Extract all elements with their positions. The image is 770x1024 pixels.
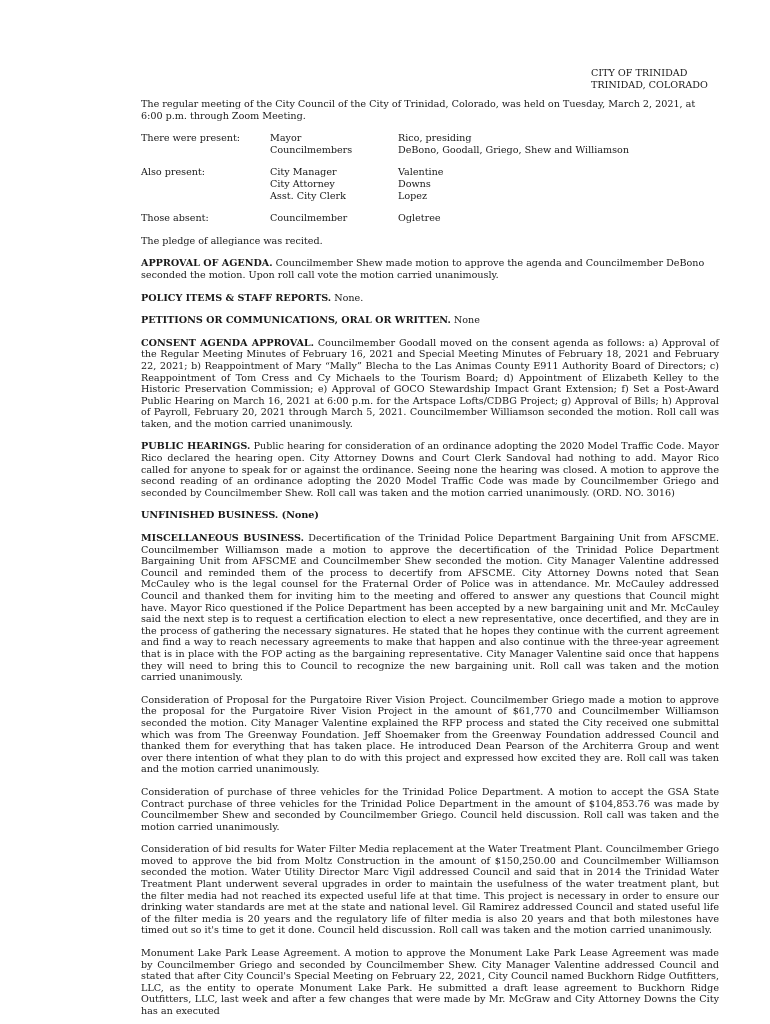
minutes-body (141, 99, 719, 1024)
attendance-role: Mayor (270, 133, 302, 145)
attendance-names: Valentine (398, 167, 444, 179)
attendance-row (141, 213, 719, 225)
section-approval-of-agenda (141, 258, 719, 281)
section-heading: APPROVAL OF AGENDA. (141, 258, 273, 270)
section-text: Decertification of the Trinidad Police Department Bargaining Unit from AFSCME. Councilmember Williamson made a motion to approve the decertification of the Trinidad Police Department Bargaining Unit from AFSCME and Councilmember Shew seconded the motion. City Manager Valentine addressed Council and reminded them of the process to decertify from AFSCME. City Attorney Downs noted that Sean McCauley who is the legal counsel for the Fraternal Order of Police was in attendance. Mr. McCauley addressed Council and thanked them for inviting him to the meeting and offered to answer any questions that Council might have. Mayor Rico questioned if the Police Department has been accepted by a new bargaining unit and Mr. McCauley said the next step is to request a certification election to elect a new representative, once decertified, and they are in the process of gathering the necessary signatures. He stated that he hopes they continue with the current agreement and find a way to reach necessary agreements to make that happen and also continue with the three-year agreement that is in place with the FOP acting as the bargaining representative. City Manager Valentine said once that happens they will need to bring this to Council to recognize the new bargaining unit. Roll call was taken and the motion carried unanimously. (141, 533, 720, 684)
attendance-names: Rico, presiding (398, 133, 472, 145)
section-miscellaneous-business (141, 533, 719, 684)
attendance-names: DeBono, Goodall, Griego, Shew and Williamson (398, 144, 630, 156)
attendance-role: Asst. City Clerk (270, 190, 346, 202)
attendance-present (141, 133, 719, 156)
attendance-row (141, 191, 719, 203)
intro-paragraph: The regular meeting of the City Council of the City of Trinidad, Colorado, was held on Tuesday, March 2, 2021, at 6:00 p.m. through Zoom Meeting. (141, 99, 696, 122)
paragraph-police-vehicles: Consideration of purchase of three vehicles for the Trinidad Police Department. A motion to accept the GSA State Contract purchase of three vehicles for the Trinidad Police Department in the amount of $104,853.76 was made by Councilmember Shew and seconded by Councilmember Griego. Council held discussion. Roll call was taken and the motion carried unanimously. (141, 786, 719, 833)
paragraph-water-filter-media: Consideration of bid results for Water Filter Media replacement at the Water Treatment Plant. Councilmember Griego moved to approve the bid from Moltz Construction in the amount of $150,250.00 and Councilmember Williamson seconded the motion. Water Utility Director Marc Vigil addressed Council and said that in 2014 the Trinidad Water Treatment Plant underwent several upgrades in order to maintain the usefulness of the water treatment plant, but the filter media had not reached its expected useful life at that time. This project is necessary in order to ensure our drinking water standards are met at the state and national level. Gil Ramirez addressed Council and stated useful life of the filter media is 20 years and the regulatory life of filter media is also 20 years and that both milestones have timed out so it's time to get it done. Council held discussion. Roll call was taken and the motion carried unanimously. (141, 844, 719, 937)
attendance-role: Councilmembers (270, 144, 353, 156)
attendance-names: Ogletree (398, 213, 441, 225)
section-heading: CONSENT AGENDA APPROVAL. (141, 337, 314, 349)
section-heading: UNFINISHED BUSINESS. (None) (141, 510, 319, 522)
section-heading: PETITIONS OR COMMUNICATIONS, ORAL OR WRITTEN. (141, 315, 451, 327)
attendance-row (141, 145, 719, 157)
attendance-row (141, 167, 719, 179)
attendance-names: Downs (398, 178, 431, 190)
header-city: CITY OF TRINIDAD (591, 68, 688, 79)
section-petitions (141, 315, 719, 327)
attendance-role: City Attorney (270, 178, 335, 190)
section-policy-items (141, 293, 719, 305)
paragraph-purgatoire-river: Consideration of Proposal for the Purgatoire River Vision Project. Councilmember Griego made a motion to approve the proposal for the Purgatoire River Vision Project in the amount of $61,770 and Councilmember Williamson seconded the motion. City Manager Valentine explained the RFP process and stated the City received one submittal which was from The Greenway Foundation. Jeff Shoemaker from the Greenway Foundation addressed Council and thanked them for everything that has taken place. He introduced Dean Pearson of the Architerra Group and went over there intention of what they plan to do with this project and expressed how excited they are. Roll call was taken and the motion carried unanimously. (141, 694, 719, 776)
section-heading: MISCELLANEOUS BUSINESS. (141, 533, 304, 545)
attendance-also (141, 167, 719, 202)
attendance-label: There were present: (141, 133, 241, 145)
section-text: None. (331, 292, 364, 304)
section-consent-agenda (141, 338, 719, 431)
attendance-role: City Manager (270, 167, 337, 179)
section-text: None (450, 315, 480, 327)
paragraph-monument-lake-lease: Monument Lake Park Lease Agreement. A motion to approve the Monument Lake Park Lease Agreement was made by Councilmember Griego and seconded by Councilmember Shew. City Manager Valentine addressed Council and stated that after City Council's Special Meeting on February 22, 2021, City Council named Buckhorn Ridge Outfitters, LLC, as the entity to operate Monument Lake Park. He submitted a draft lease agreement to Buckhorn Ridge Outfitters, LLC, last week and after a few changes that were made by Mr. McGraw and City Attorney Downs the City has an executed (141, 948, 719, 1017)
attendance-absent (141, 213, 719, 225)
attendance-names: Lopez (398, 190, 428, 202)
pledge-paragraph: The pledge of allegiance was recited. (141, 235, 323, 247)
section-text: Councilmember Shew made motion to approve the agenda and Councilmember DeBono seconded the motion. Upon roll call vote the motion carried unanimously. (141, 258, 705, 281)
section-public-hearings (141, 441, 719, 499)
attendance-row (141, 133, 719, 145)
attendance-label: Also present: (141, 167, 206, 179)
section-heading: PUBLIC HEARINGS. (141, 441, 251, 453)
section-heading: POLICY ITEMS & STAFF REPORTS. (141, 292, 332, 304)
document-header (591, 68, 708, 91)
attendance-role: Councilmember (270, 213, 348, 225)
attendance-label: Those absent: (141, 213, 209, 225)
section-text: Public hearing for consideration of an ordinance adopting the 2020 Model Traffic Code. Mayor Rico declared the hearing open. City Attorney Downs and Court Clerk Sandoval had nothing to add. Mayor Rico called for anyone to speak for or against the ordinance. Seeing none the hearing was closed. A motion to approve the second reading of an ordinance adopting the 2020 Model Traffic Code was made by Councilmember Griego and seconded by Councilmember Shew. Roll call was taken and the motion carried unanimously. (ORD. NO. 3016) (141, 441, 719, 499)
section-unfinished-business (141, 510, 719, 522)
section-text: Councilmember Goodall moved on the consent agenda as follows: a) Approval of the Regular Meeting Minutes of February 16, 2021 and Special Meeting Minutes of February 18, 2021 and February 22, 2021; b) Reappointment of Mary “Mally” Blecha to the Las Animas County E911 Authority Board of Directors; c) Reappointment of Tom Cress and Cy Michaels to the Tourism Board; d) Appointment of Elizabeth Kelley to the Historic Preservation Commission; e) Approval of GOCO Stewardship Impact Grant Extension; f) Set a Post-Award Public Hearing on March 16, 2021 at 6:00 p.m. for the Artspace Lofts/CDBG Project; g) Approval of Bills; h) Approval of Payroll, February 20, 2021 through March 5, 2021. Councilmember Williamson seconded the motion. Roll call was taken, and the motion carried unanimously. (141, 337, 719, 430)
attendance-row (141, 179, 719, 191)
header-location: TRINIDAD, COLORADO (591, 79, 708, 91)
